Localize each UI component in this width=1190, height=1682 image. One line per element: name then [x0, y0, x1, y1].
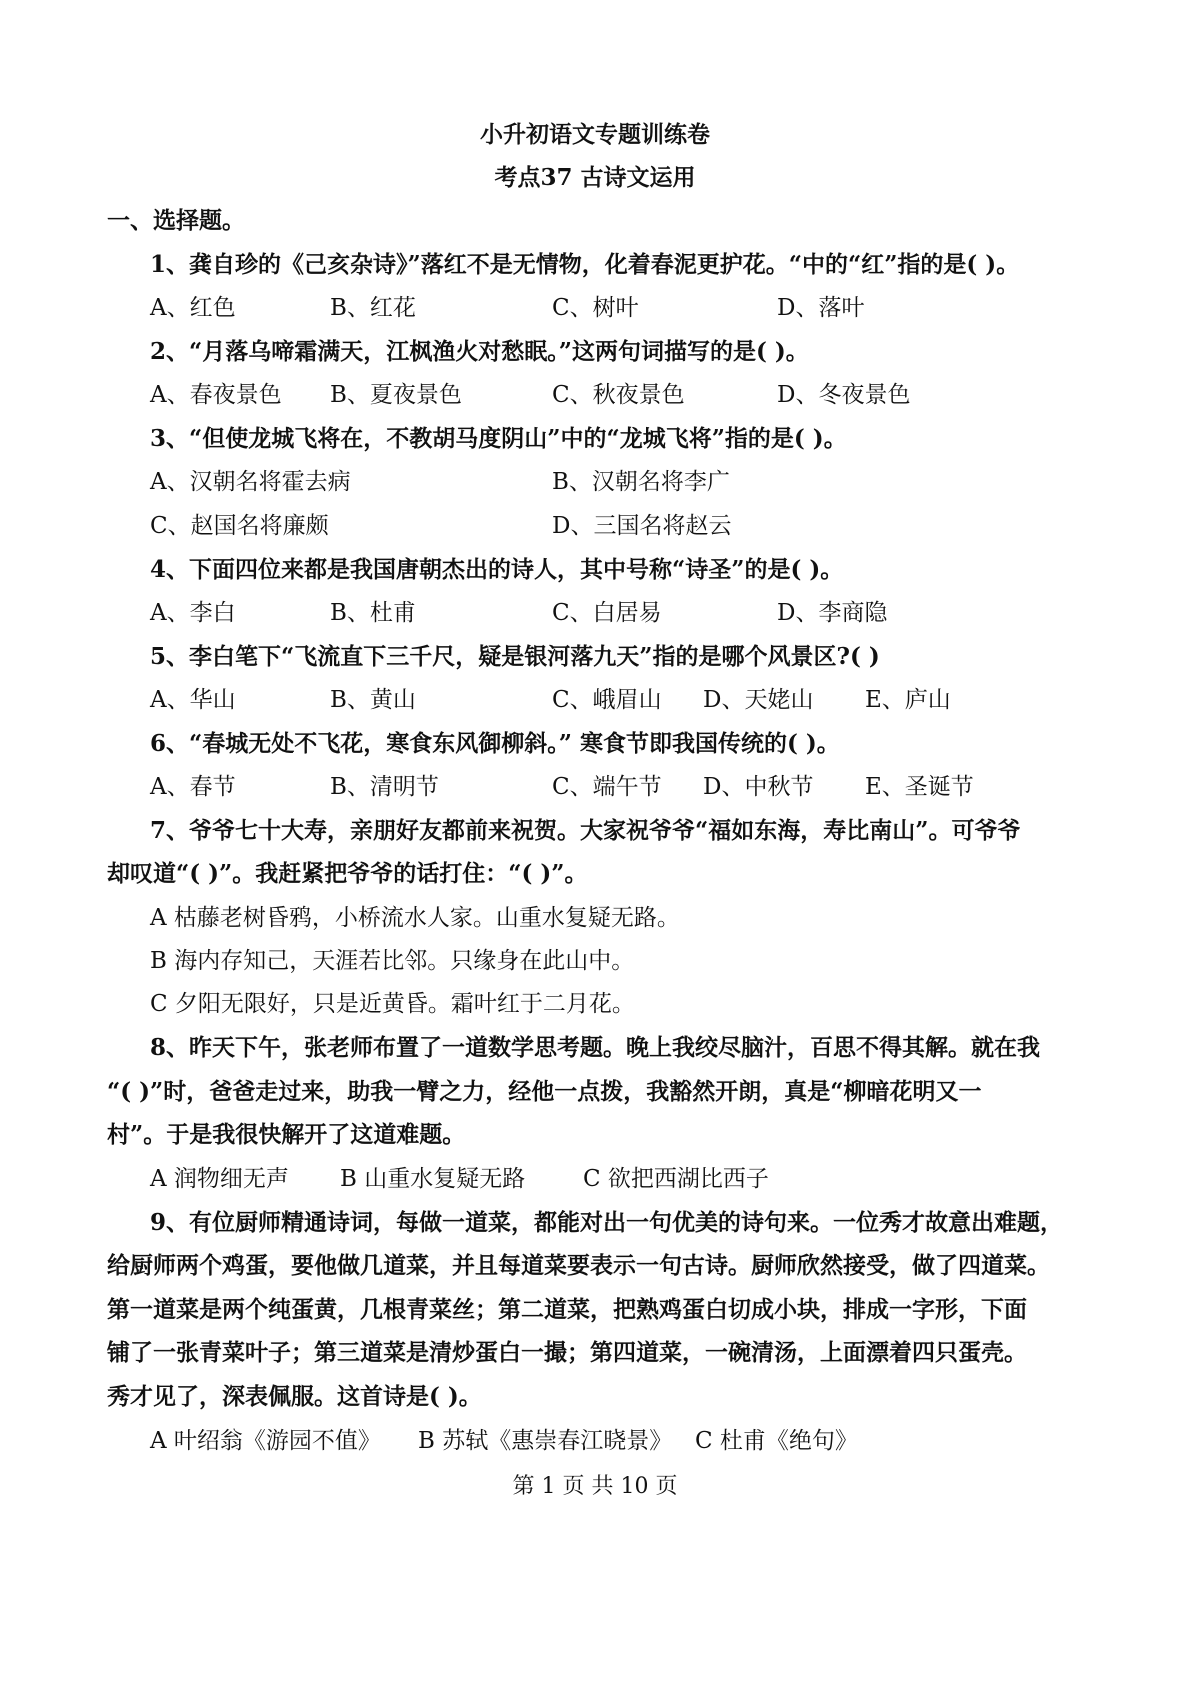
q3-option-a: A、汉朝名将霍去病 [150, 469, 351, 495]
question-4-stem: 4、下面四位来都是我国唐朝杰出的诗人，其中号称“诗圣”的是( )。 [150, 556, 844, 583]
question-3-stem: 3、“但使龙城飞将在，不教胡马度阴山”中的“龙城飞将”指的是( )。 [150, 425, 847, 452]
q3-option-b: B、汉朝名将李广 [552, 469, 730, 495]
q1-option-c: C、树叶 [552, 295, 639, 321]
q2-option-a: A、春夜景色 [150, 382, 282, 408]
q6-option-a: A、春节 [150, 774, 236, 800]
page-title: 小升初语文专题训练卷 [480, 121, 710, 148]
q2-option-c: C、秋夜景色 [552, 382, 685, 408]
question-7-stem-line-1: 7、爷爷七十大寿，亲朋好友都前来祝贺。大家祝爷爷“福如东海，寿比南山”。可爷爷 [150, 817, 1021, 844]
q1-option-d: D、落叶 [777, 295, 865, 321]
q6-option-d: D、中秋节 [703, 774, 814, 800]
q6-option-e: E、圣诞节 [865, 774, 974, 800]
page-number-footer: 第 1 页 共 10 页 [512, 1474, 678, 1499]
question-8-stem-line-2: “( )”时，爸爸走过来，助我一臂之力，经他一点拨，我豁然开朗，真是“柳暗花明又一 [107, 1078, 982, 1105]
question-9-stem-line-4: 铺了一张青菜叶子；第三道菜是清炒蛋白一撮；第四道菜，一碗清汤，上面漂着四只蛋壳。 [107, 1339, 1027, 1366]
q8-option-c: C 欲把西湖比西子 [583, 1166, 769, 1192]
question-2-stem: 2、“月落乌啼霜满天，江枫渔火对愁眠。”这两句词描写的是( )。 [150, 338, 809, 365]
q9-option-c: C 杜甫《绝句》 [695, 1428, 858, 1454]
question-9-stem-line-2: 给厨师两个鸡蛋，要他做几道菜，并且每道菜要表示一句古诗。厨师欣然接受，做了四道菜。 [107, 1252, 1050, 1279]
question-9-stem-line-3: 第一道菜是两个纯蛋黄，几根青菜丝；第二道菜，把熟鸡蛋白切成小块，排成一字形，下面 [107, 1296, 1027, 1323]
q2-option-b: B、夏夜景色 [330, 382, 462, 408]
q5-option-b: B、黄山 [330, 687, 416, 713]
q8-option-b: B 山重水复疑无路 [340, 1166, 526, 1192]
q9-option-b: B 苏轼《惠崇春江晓景》 [418, 1428, 673, 1454]
q7-option-a: A 枯藤老树昏鸦，小桥流水人家。山重水复疑无路。 [150, 905, 680, 931]
q6-option-c: C、端午节 [552, 774, 662, 800]
q7-option-c: C 夕阳无限好，只是近黄昏。霜叶红于二月花。 [150, 991, 635, 1017]
q1-option-b: B、红花 [330, 295, 416, 321]
question-1-stem: 1、龚自珍的《己亥杂诗》”落红不是无情物，化着春泥更护花。“中的“红”指的是( )。 [150, 251, 1020, 278]
q2-option-d: D、冬夜景色 [777, 382, 911, 408]
question-5-stem: 5、李白笔下“飞流直下三千尺，疑是银河落九天”指的是哪个风景区?( ) [150, 643, 880, 670]
q4-option-a: A、李白 [150, 600, 236, 626]
question-8-stem-line-3: 村”。于是我很快解开了这道难题。 [107, 1121, 466, 1148]
question-8-stem-line-1: 8、昨天下午，张老师布置了一道数学思考题。晚上我绞尽脑汁，百思不得其解。就在我 [150, 1034, 1041, 1061]
q8-option-a: A 润物细无声 [150, 1166, 289, 1192]
q5-option-c: C、峨眉山 [552, 687, 662, 713]
q5-option-d: D、天姥山 [703, 687, 814, 713]
question-6-stem: 6、“春城无处不飞花，寒食东风御柳斜。” 寒食节即我国传统的( )。 [150, 730, 840, 757]
q9-option-a: A 叶绍翁《游园不值》 [150, 1428, 381, 1454]
q3-option-d: D、三国名将赵云 [552, 513, 732, 539]
q5-option-e: E、庐山 [865, 687, 951, 713]
section-heading: 一、选择题。 [107, 207, 245, 234]
q1-option-a: A、红色 [150, 295, 236, 321]
question-9-stem-line-1: 9、有位厨师精通诗词，每做一道菜，都能对出一句优美的诗句来。一位秀才故意出难题， [150, 1209, 1064, 1236]
q5-option-a: A、华山 [150, 687, 236, 713]
q4-option-d: D、李商隐 [777, 600, 888, 626]
q4-option-c: C、白居易 [552, 600, 662, 626]
q4-option-b: B、杜甫 [330, 600, 416, 626]
q7-option-b: B 海内存知己，天涯若比邻。只缘身在此山中。 [150, 948, 635, 974]
question-9-stem-line-5: 秀才见了，深表佩服。这首诗是( )。 [107, 1383, 482, 1410]
q3-option-c: C、赵国名将廉颇 [150, 513, 329, 539]
q6-option-b: B、清明节 [330, 774, 439, 800]
question-7-stem-line-2: 却叹道“( )”。我赶紧把爷爷的话打住：“( )”。 [107, 860, 588, 887]
page-subtitle: 考点37 古诗文运用 [494, 164, 696, 191]
